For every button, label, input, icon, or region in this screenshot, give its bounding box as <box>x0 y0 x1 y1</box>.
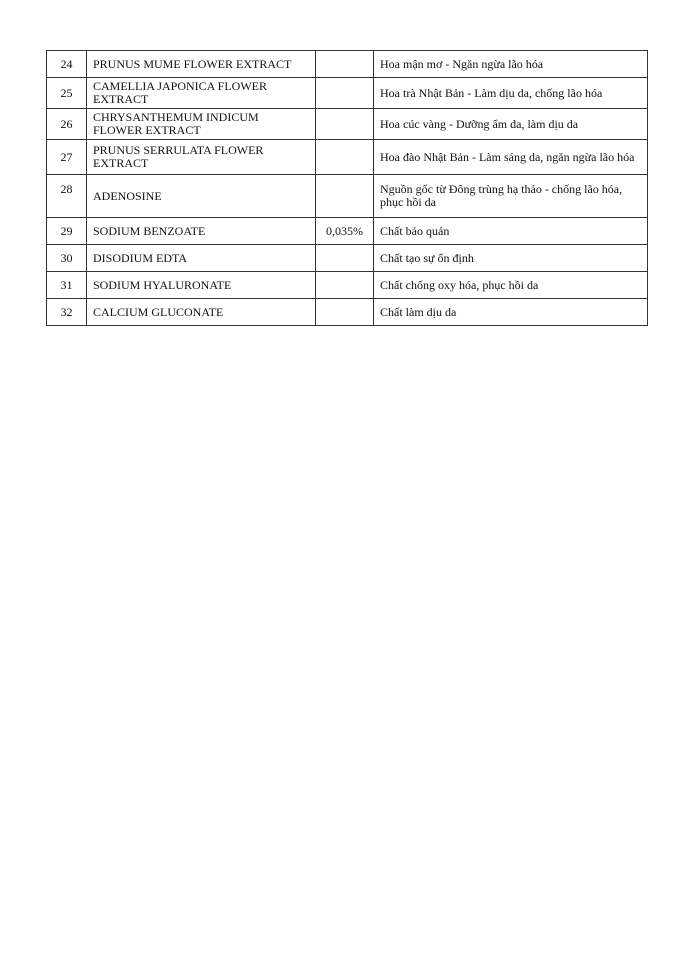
ingredient-name: SODIUM HYALURONATE <box>87 272 316 299</box>
ingredient-percent <box>316 109 374 140</box>
row-number: 30 <box>47 245 87 272</box>
ingredient-name: PRUNUS SERRULATA FLOWER EXTRACT <box>87 140 316 175</box>
ingredient-percent <box>316 51 374 78</box>
ingredient-description: Nguồn gốc từ Đông trùng hạ thảo - chống lão hóa, phục hồi da <box>374 175 648 218</box>
row-number: 26 <box>47 109 87 140</box>
ingredients-table <box>46 50 648 326</box>
ingredient-description: Chất làm dịu da <box>374 299 648 326</box>
ingredient-name: CALCIUM GLUCONATE <box>87 299 316 326</box>
ingredient-name: DISODIUM EDTA <box>87 245 316 272</box>
table-row <box>47 272 648 299</box>
table-row <box>47 78 648 109</box>
row-number: 29 <box>47 218 87 245</box>
ingredient-description: Hoa trà Nhật Bản - Làm dịu da, chống lão hóa <box>374 78 648 109</box>
table-row <box>47 140 648 175</box>
table-row <box>47 175 648 218</box>
ingredient-description: Chất bảo quản <box>374 218 648 245</box>
ingredient-percent <box>316 299 374 326</box>
ingredient-description: Hoa mận mơ - Ngăn ngừa lão hóa <box>374 51 648 78</box>
ingredient-percent <box>316 78 374 109</box>
ingredient-percent <box>316 175 374 218</box>
ingredient-description: Chất chống oxy hóa, phục hồi da <box>374 272 648 299</box>
ingredient-percent <box>316 272 374 299</box>
table-row <box>47 245 648 272</box>
table-row <box>47 109 648 140</box>
table-row <box>47 218 648 245</box>
ingredient-name: CAMELLIA JAPONICA FLOWER EXTRACT <box>87 78 316 109</box>
ingredient-description: Chất tạo sự ổn định <box>374 245 648 272</box>
ingredient-percent: 0,035% <box>316 218 374 245</box>
ingredient-percent <box>316 140 374 175</box>
ingredient-name: ADENOSINE <box>87 175 316 218</box>
row-number: 32 <box>47 299 87 326</box>
row-number: 24 <box>47 51 87 78</box>
ingredient-description: Hoa cúc vàng - Dưỡng ẩm da, làm dịu da <box>374 109 648 140</box>
row-number: 27 <box>47 140 87 175</box>
row-number: 28 <box>47 175 87 218</box>
row-number: 31 <box>47 272 87 299</box>
table-row <box>47 51 648 78</box>
ingredient-name: CHRYSANTHEMUM INDICUM FLOWER EXTRACT <box>87 109 316 140</box>
ingredient-name: SODIUM BENZOATE <box>87 218 316 245</box>
ingredient-name: PRUNUS MUME FLOWER EXTRACT <box>87 51 316 78</box>
ingredient-percent <box>316 245 374 272</box>
ingredient-description: Hoa đào Nhật Bản - Làm sáng da, ngăn ngừa lão hóa <box>374 140 648 175</box>
row-number: 25 <box>47 78 87 109</box>
table-row <box>47 299 648 326</box>
